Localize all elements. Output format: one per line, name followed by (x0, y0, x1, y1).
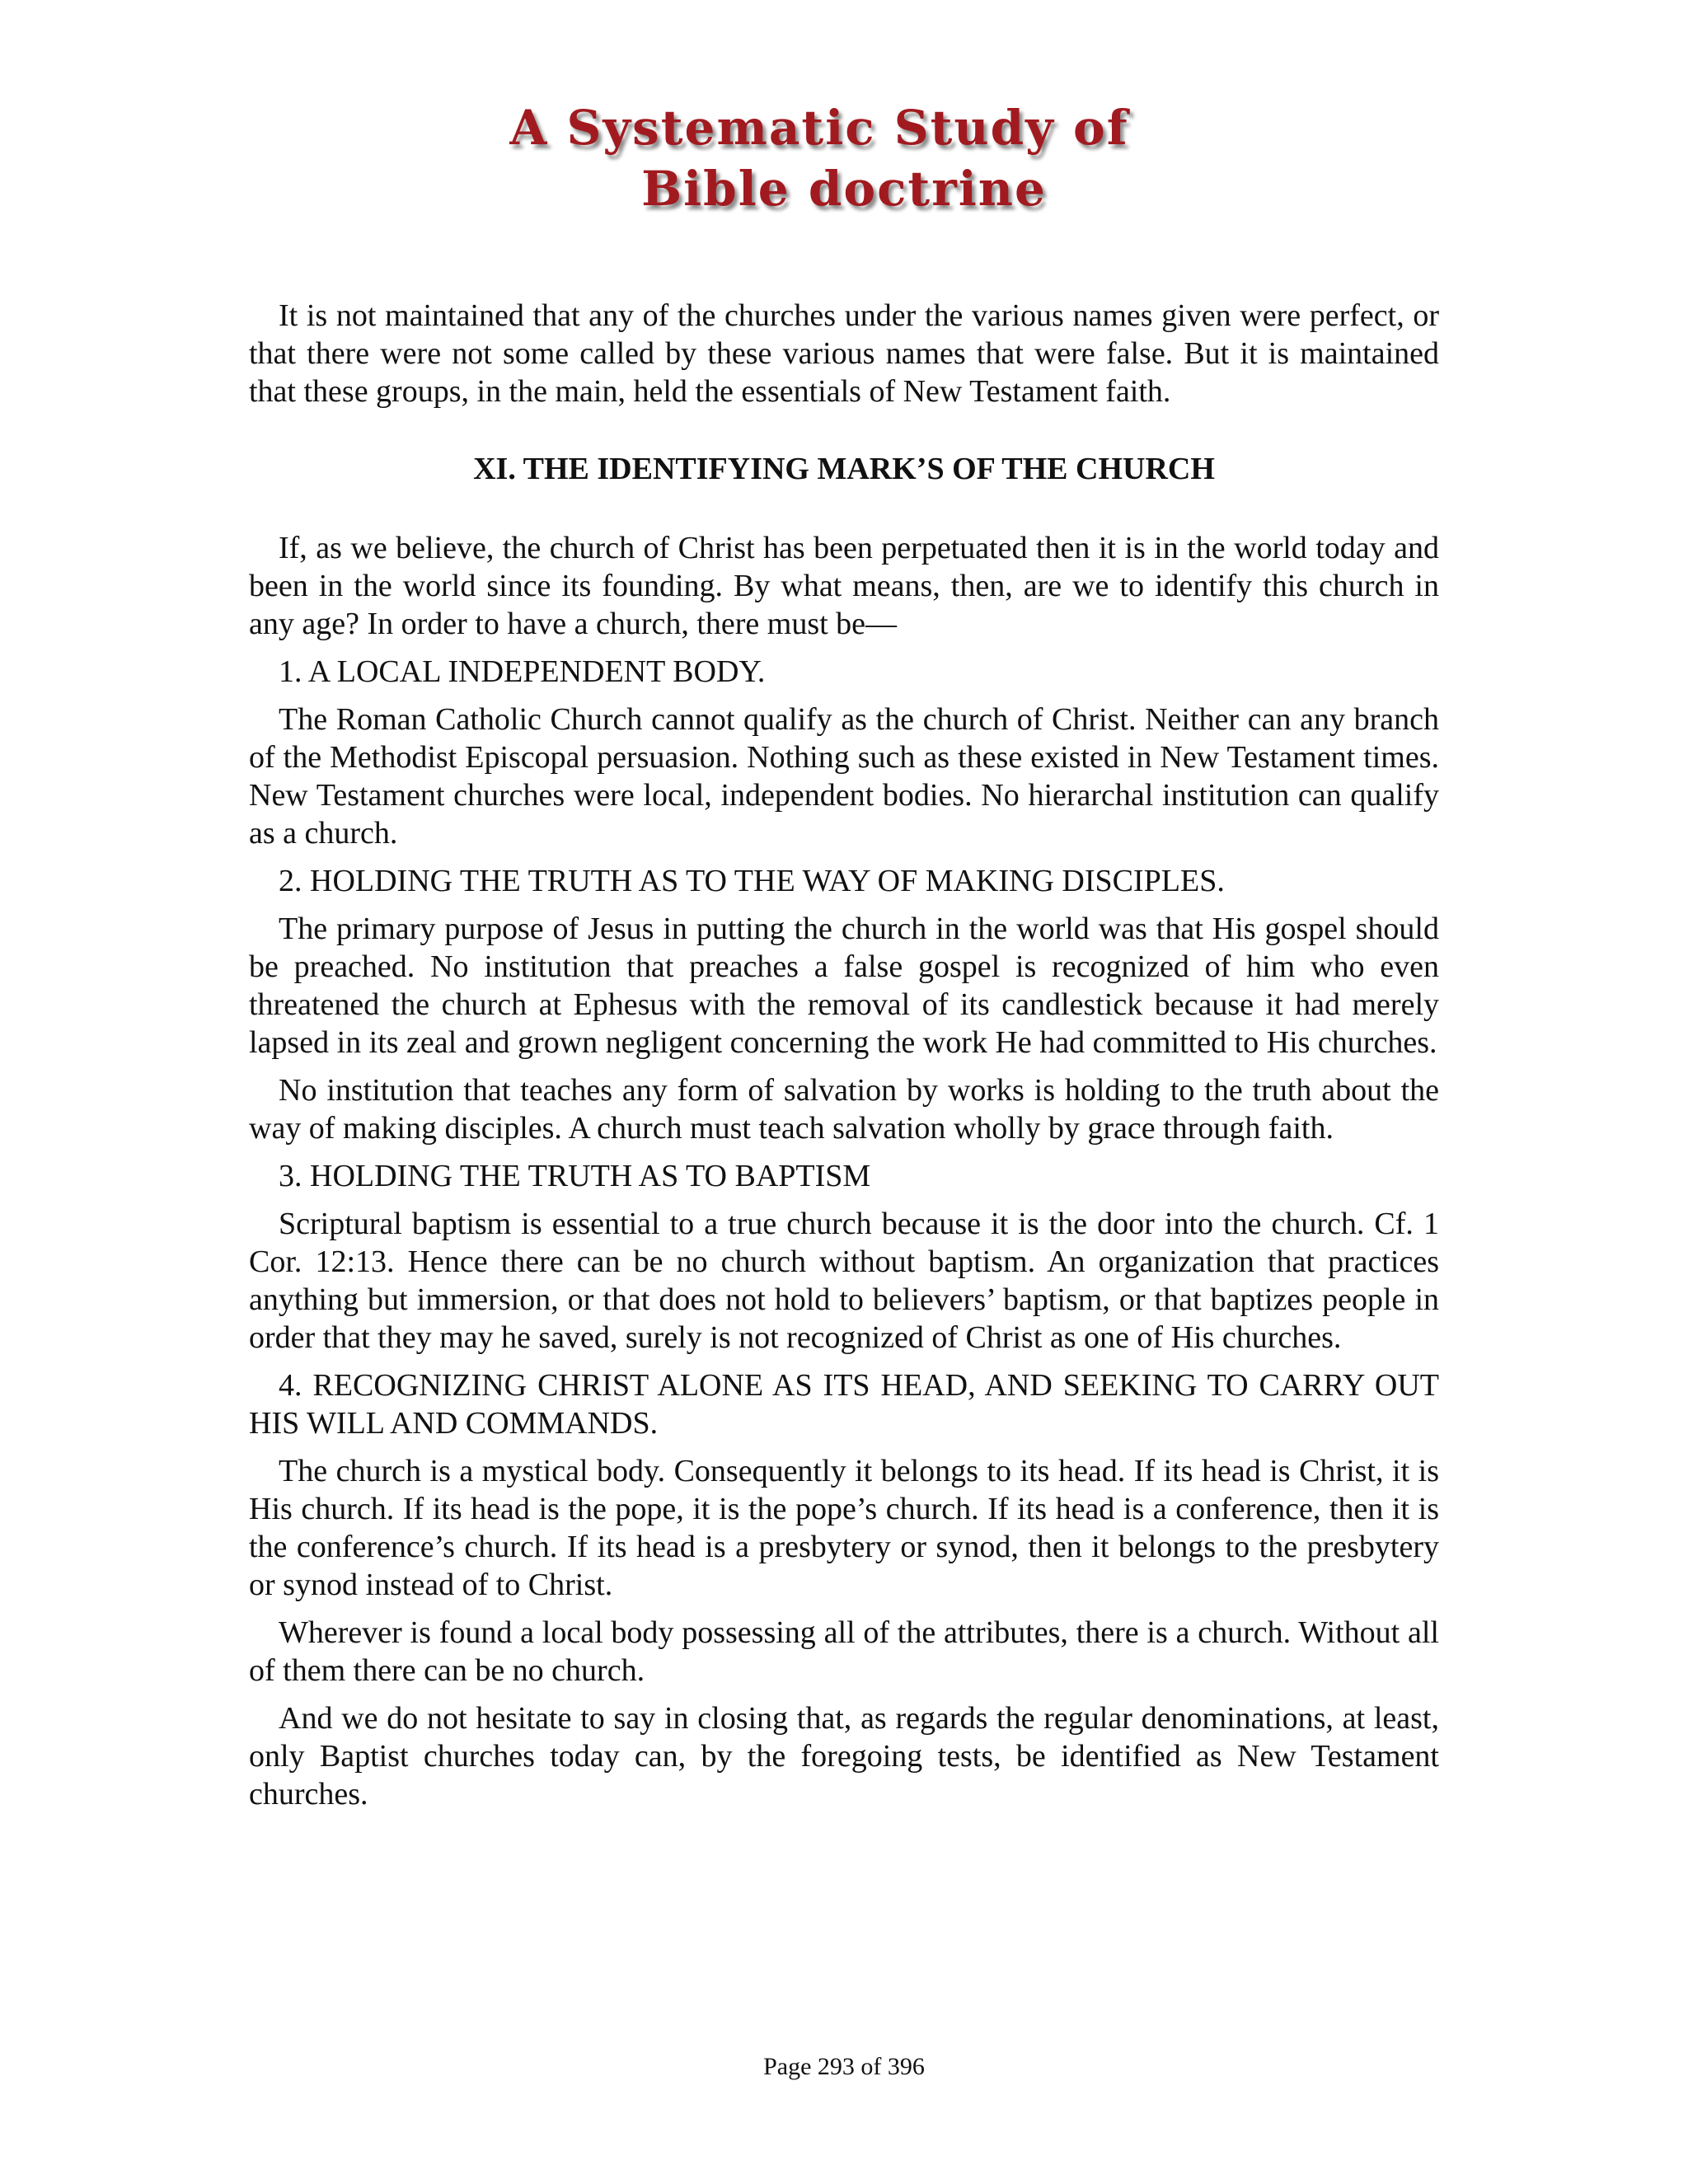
mark-4-heading: 4. RECOGNIZING CHRIST ALONE AS ITS HEAD, AND SEEKING TO CARRY OUT HIS WILL AND COMMANDS. (249, 1368, 1439, 1441)
intro-paragraph: It is not maintained that any of the churches under the various names given were perfect, or that there were not some called by these various names that were false. But it is maintained that these groups, in the main, held the essentials of New Testament faith. (249, 298, 1439, 409)
section-heading: XI. THE IDENTIFYING MARK’S OF THE CHURCH (473, 452, 1215, 486)
closing-paragraph: And we do not hesitate to say in closing that, as regards the regular denominations, at least, only Baptist churches today can, by the foregoing tests, be identified as New Testament churches. (249, 1701, 1439, 1811)
mark-4-paragraph: The church is a mystical body. Consequently it belongs to its head. If its head is Christ, it is His church. If its head is the pope, it is the pope’s church. If its head is a conference, then it is the conference’s church. If its head is a presbytery or synod, then it belongs to the presbytery or synod instead of to Christ. (249, 1454, 1439, 1602)
page-content (249, 297, 1439, 1823)
page-number: Page 293 of 396 (763, 2053, 925, 2080)
book-title-banner (0, 97, 1688, 219)
mark-2-paragraph-2: No institution that teaches any form of salvation by works is holding to the truth about the way of making disciples. A church must teach salvation wholly by grace through faith. (249, 1073, 1439, 1146)
mark-3-heading: 3. HOLDING THE TRUTH AS TO BAPTISM (279, 1159, 871, 1193)
mark-1-heading: 1. A LOCAL INDEPENDENT BODY. (279, 654, 766, 689)
book-title-line-1: A Systematic Study of (509, 100, 1129, 156)
mark-3-paragraph: Scriptural baptism is essential to a true church because it is the door into the church. Cf. 1 Cor. 12:13. Hence there can be no church without baptism. An organization that practices anything but immersion, or that does not hold to believers’ baptism, or that baptizes people in order that they may he saved, surely is not recognized of Christ as one of His churches. (249, 1207, 1439, 1355)
attributes-paragraph: Wherever is found a local body possessing all of the attributes, there is a church. Without all of them there can be no church. (249, 1615, 1439, 1688)
mark-2-paragraph-1: The primary purpose of Jesus in putting the church in the world was that His gospel should be preached. No institution that preaches a false gospel is recognized of him who even threatened the church at Ephesus with the removal of its candlestick because it had merely lapsed in its zeal and grown negligent concerning the work He had committed to His churches. (249, 912, 1439, 1060)
book-title-line-2: Bible doctrine (641, 161, 1047, 217)
mark-1-paragraph: The Roman Catholic Church cannot qualify as the church of Christ. Neither can any branch of the Methodist Episcopal persuasion. Nothing such as these existed in New Testament times. New Testament churches were local, independent bodies. No hierarchal institution can qualify as a church. (249, 702, 1439, 851)
perpetuation-paragraph: If, as we believe, the church of Christ has been perpetuated then it is in the world today and been in the world since its founding. By what means, then, are we to identify this church in any age? In order to have a church, there must be— (249, 531, 1439, 641)
mark-2-heading: 2. HOLDING THE TRUTH AS TO THE WAY OF MAKING DISCIPLES. (279, 864, 1225, 898)
